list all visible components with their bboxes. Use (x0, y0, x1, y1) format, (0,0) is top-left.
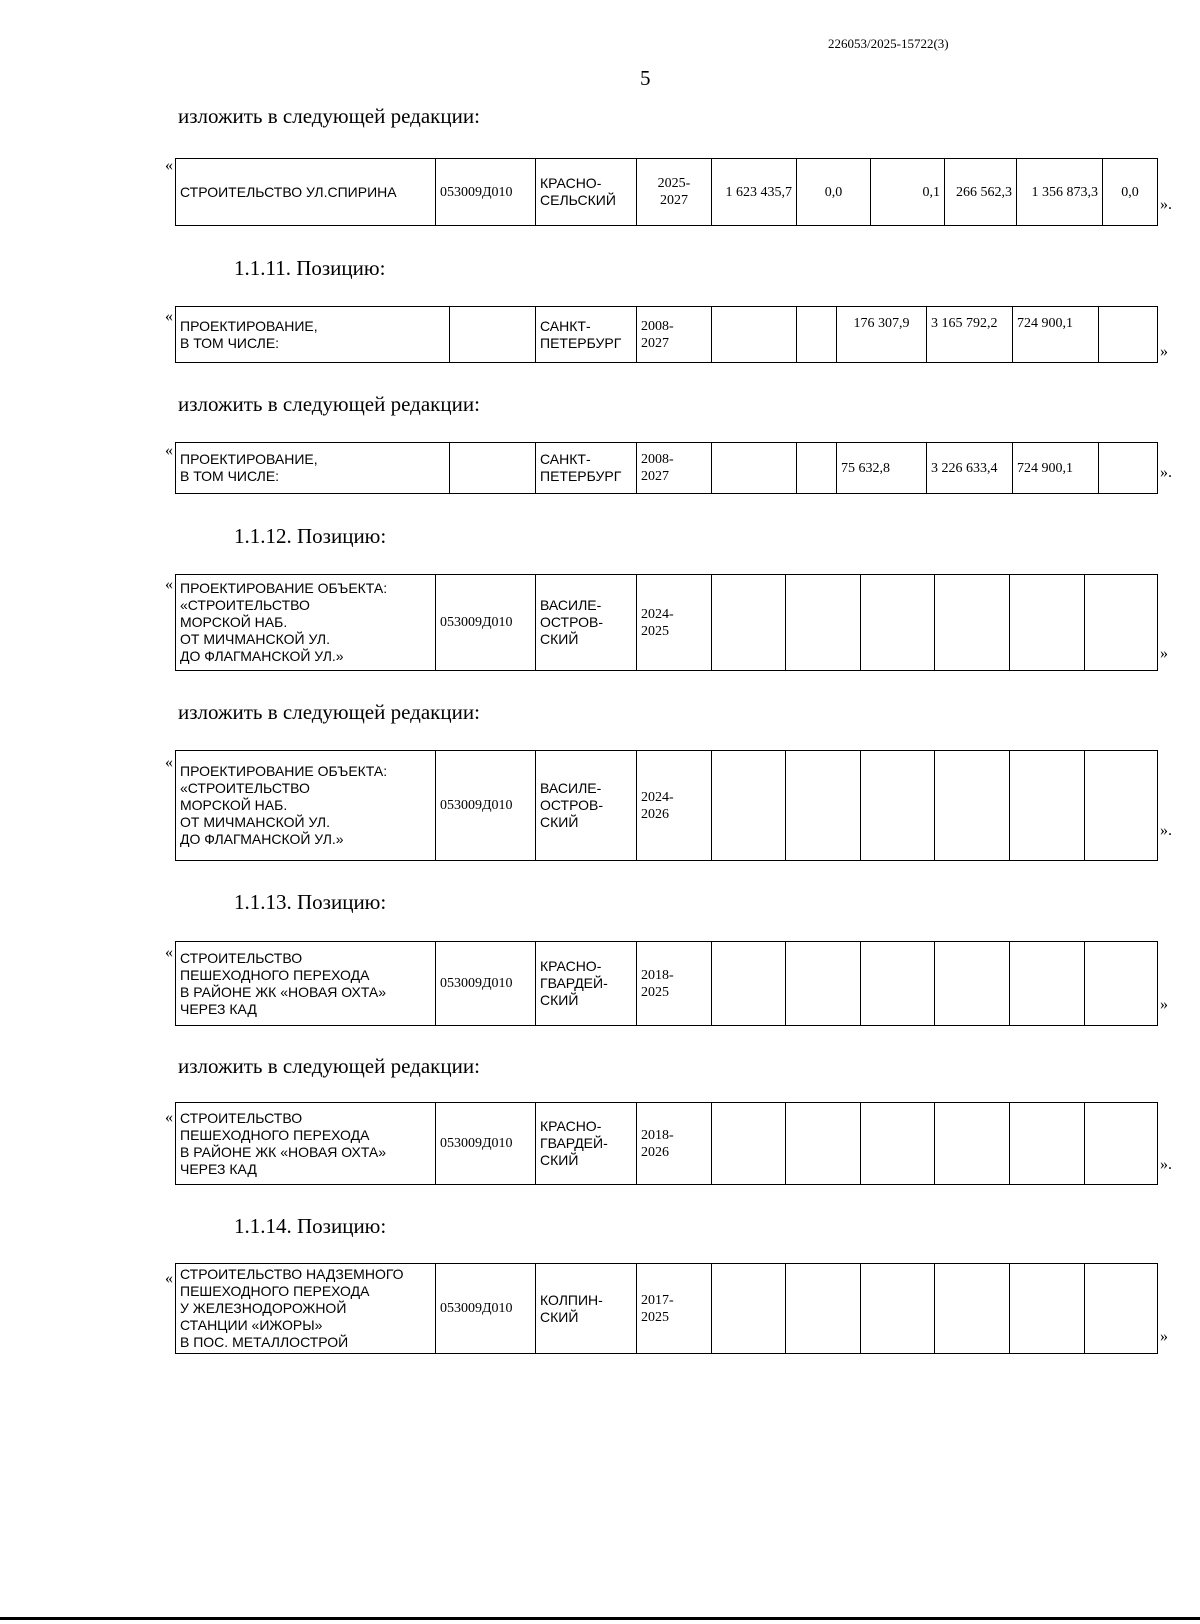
district-cell: ВАСИЛЕ- ОСТРОВ- СКИЙ (536, 575, 637, 671)
code-cell: 053009Д010 (436, 1103, 536, 1185)
empty-cell (861, 1103, 935, 1185)
district-cell: САНКТ- ПЕТЕРБУРГ (536, 307, 637, 363)
table-row (175, 574, 1158, 671)
object-name-cell: ПРОЕКТИРОВАНИЕ ОБЪЕКТА: «СТРОИТЕЛЬСТВО МОРСКОЙ НАБ. ОТ МИЧМАНСКОЙ УЛ. ДО ФЛАГМАНСКОЙ УЛ.» (176, 751, 436, 861)
empty-cell (935, 942, 1010, 1026)
empty-cell (1085, 1103, 1158, 1185)
value-cell: 724 900,1 (1013, 443, 1099, 494)
intro-text: изложить в следующей редакции: (178, 104, 480, 128)
empty-cell (1085, 575, 1158, 671)
value-cell: 0,0 (1103, 159, 1158, 226)
value-cell: 0,0 (797, 159, 871, 226)
empty-cell (712, 942, 786, 1026)
opening-quote: « (165, 442, 173, 459)
value-cell: 724 900,1 (1013, 307, 1099, 363)
object-name-cell: СТРОИТЕЛЬСТВО ПЕШЕХОДНОГО ПЕРЕХОДА В РАЙОНЕ ЖК «НОВАЯ ОХТА» ЧЕРЕЗ КАД (176, 1103, 436, 1185)
table-row (175, 941, 1158, 1026)
empty-cell (786, 942, 861, 1026)
code-cell: 053009Д010 (436, 159, 536, 226)
value-cell: 176 307,9 (837, 307, 927, 363)
closing-quote: » (1160, 645, 1168, 662)
district-cell: КОЛПИН- СКИЙ (536, 1264, 637, 1354)
total-cost-cell (712, 443, 797, 494)
period-cell: 2018- 2025 (637, 942, 712, 1026)
empty-cell (935, 1264, 1010, 1354)
table-row (175, 442, 1158, 494)
district-cell: САНКТ- ПЕТЕРБУРГ (536, 443, 637, 494)
intro-text: изложить в следующей редакции: (178, 1054, 480, 1078)
empty-cell (1085, 1264, 1158, 1354)
opening-quote: « (165, 754, 173, 771)
object-name-cell: ПРОЕКТИРОВАНИЕ, В ТОМ ЧИСЛЕ: (176, 307, 450, 363)
empty-cell (861, 751, 935, 861)
empty-cell (1010, 1103, 1085, 1185)
value-cell: 266 562,3 (945, 159, 1017, 226)
empty-cell (712, 1103, 786, 1185)
period-cell: 2024- 2026 (637, 751, 712, 861)
value-cell (1099, 443, 1158, 494)
total-cost-cell (712, 307, 797, 363)
period-cell: 2008- 2027 (637, 307, 712, 363)
empty-cell (935, 575, 1010, 671)
period-cell: 2024- 2025 (637, 575, 712, 671)
opening-quote: « (165, 1109, 173, 1126)
table-row (175, 158, 1158, 226)
empty-cell (1085, 751, 1158, 861)
empty-cell (786, 751, 861, 861)
intro-text: изложить в следующей редакции: (178, 700, 480, 724)
empty-cell (786, 1103, 861, 1185)
position-heading: 1.1.12. Позицию: (234, 524, 387, 548)
table-row (175, 750, 1158, 861)
closing-quote: ». (1160, 196, 1172, 213)
period-cell: 2008- 2027 (637, 443, 712, 494)
position-heading: 1.1.13. Позицию: (234, 890, 387, 914)
value-cell: 75 632,8 (837, 443, 927, 494)
empty-cell (712, 575, 786, 671)
empty-cell (935, 751, 1010, 861)
empty-cell (861, 575, 935, 671)
empty-cell (1010, 1264, 1085, 1354)
value-cell (797, 443, 837, 494)
period-cell: 2017- 2025 (637, 1264, 712, 1354)
object-name-cell: СТРОИТЕЛЬСТВО УЛ.СПИРИНА (176, 159, 436, 226)
empty-cell (712, 1264, 786, 1354)
empty-cell (786, 575, 861, 671)
closing-quote: » (1160, 343, 1168, 360)
value-cell: 3 165 792,2 (927, 307, 1013, 363)
opening-quote: « (165, 308, 173, 325)
closing-quote: ». (1160, 822, 1172, 839)
code-cell (450, 443, 536, 494)
empty-cell (786, 1264, 861, 1354)
object-name-cell: ПРОЕКТИРОВАНИЕ, В ТОМ ЧИСЛЕ: (176, 443, 450, 494)
empty-cell (1010, 942, 1085, 1026)
code-cell: 053009Д010 (436, 575, 536, 671)
table-row (175, 306, 1158, 363)
opening-quote: « (165, 944, 173, 961)
value-cell: 3 226 633,4 (927, 443, 1013, 494)
empty-cell (1010, 575, 1085, 671)
empty-cell (935, 1103, 1010, 1185)
code-cell: 053009Д010 (436, 751, 536, 861)
table-row (175, 1102, 1158, 1185)
position-heading: 1.1.11. Позицию: (234, 256, 386, 280)
document-number: 226053/2025-15722(3) (828, 36, 949, 51)
value-cell (797, 307, 837, 363)
code-cell: 053009Д010 (436, 942, 536, 1026)
opening-quote: « (165, 576, 173, 593)
empty-cell (1010, 751, 1085, 861)
intro-text: изложить в следующей редакции: (178, 392, 480, 416)
district-cell: КРАСНО- СЕЛЬСКИЙ (536, 159, 637, 226)
period-cell: 2025- 2027 (637, 159, 712, 226)
opening-quote: « (165, 157, 173, 174)
value-cell: 1 356 873,3 (1017, 159, 1103, 226)
value-cell: 0,1 (871, 159, 945, 226)
scan-edge-line (0, 1617, 1200, 1620)
object-name-cell: СТРОИТЕЛЬСТВО ПЕШЕХОДНОГО ПЕРЕХОДА В РАЙОНЕ ЖК «НОВАЯ ОХТА» ЧЕРЕЗ КАД (176, 942, 436, 1026)
code-cell: 053009Д010 (436, 1264, 536, 1354)
empty-cell (861, 1264, 935, 1354)
closing-quote: ». (1160, 464, 1172, 481)
position-heading: 1.1.14. Позицию: (234, 1214, 387, 1238)
closing-quote: » (1160, 996, 1168, 1013)
value-cell (1099, 307, 1158, 363)
district-cell: ВАСИЛЕ- ОСТРОВ- СКИЙ (536, 751, 637, 861)
code-cell (450, 307, 536, 363)
closing-quote: » (1160, 1328, 1168, 1345)
object-name-cell: СТРОИТЕЛЬСТВО НАДЗЕМНОГО ПЕШЕХОДНОГО ПЕРЕХОДА У ЖЕЛЕЗНОДОРОЖНОЙ СТАНЦИИ «ИЖОРЫ» В ПОС. МЕТАЛЛОСТРОЙ (176, 1264, 436, 1354)
object-name-cell: ПРОЕКТИРОВАНИЕ ОБЪЕКТА: «СТРОИТЕЛЬСТВО МОРСКОЙ НАБ. ОТ МИЧМАНСКОЙ УЛ. ДО ФЛАГМАНСКОЙ УЛ.» (176, 575, 436, 671)
table-row (175, 1263, 1158, 1354)
opening-quote: « (165, 1270, 173, 1287)
total-cost-cell: 1 623 435,7 (712, 159, 797, 226)
empty-cell (1085, 942, 1158, 1026)
page-number: 5 (640, 66, 651, 90)
district-cell: КРАСНО- ГВАРДЕЙ- СКИЙ (536, 942, 637, 1026)
closing-quote: ». (1160, 1156, 1172, 1173)
district-cell: КРАСНО- ГВАРДЕЙ- СКИЙ (536, 1103, 637, 1185)
empty-cell (861, 942, 935, 1026)
period-cell: 2018- 2026 (637, 1103, 712, 1185)
empty-cell (712, 751, 786, 861)
